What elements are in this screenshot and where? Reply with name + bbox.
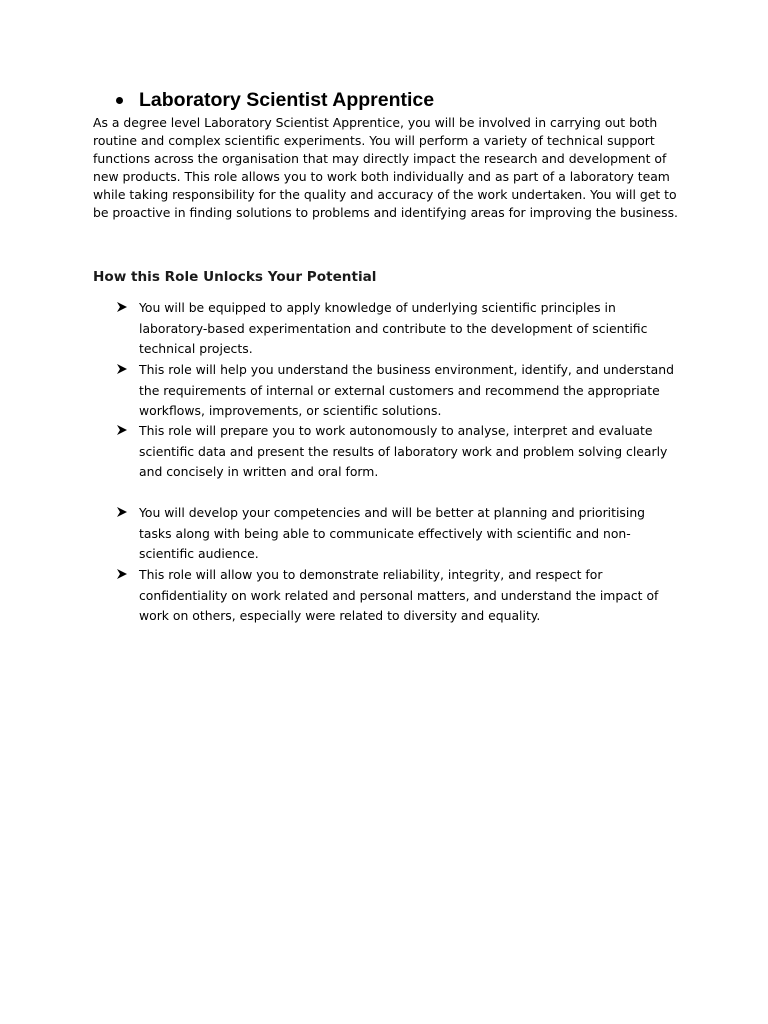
arrowhead-bullet-icon xyxy=(116,424,128,436)
list-item xyxy=(116,503,676,565)
arrowhead-bullet-icon xyxy=(116,568,128,580)
arrowhead-bullet-icon xyxy=(116,506,128,518)
list-item-text: You will develop your competencies and will be better at planning and prioritising tasks along with being able to communicate effectively with scientific and non-scientific audience. xyxy=(139,505,646,561)
title-row xyxy=(116,88,434,112)
arrowhead-bullet-icon xyxy=(116,301,128,313)
intro-paragraph: As a degree level Laboratory Scientist Apprentice, you will be involved in carrying out both routine and complex scientific experiments. You will perform a variety of technical support functions across the organisation that may directly impact the research and development of new products. This role allows you to work both individually and as part of a laboratory team while taking responsibility for the quality and accuracy of the work undertaken. You will get to be proactive in finding solutions to problems and identifying areas for improving the business. xyxy=(93,115,678,220)
list-item xyxy=(116,360,676,422)
list-item-text: You will be equipped to apply knowledge of underlying scientific principles in laboratory-based experimentation and contribute to the development of scientific technical projects. xyxy=(139,300,648,356)
section-heading: How this Role Unlocks Your Potential xyxy=(93,269,377,285)
bullet-dot-icon xyxy=(116,97,123,104)
list-item-text: This role will allow you to demonstrate reliability, integrity, and respect for confidentiality on work related and personal matters, and understand the impact of work on others, especially were related to diversity and equality. xyxy=(139,567,659,623)
list-item xyxy=(116,421,676,483)
list-item xyxy=(116,565,676,627)
list-item xyxy=(116,298,676,360)
arrowhead-bullet-icon xyxy=(116,363,128,375)
list-item-text: This role will help you understand the business environment, identify, and understand the requirements of internal or external customers and recommend the appropriate workflows, improvements, or scientific solutions. xyxy=(139,362,674,418)
document-title: Laboratory Scientist Apprentice xyxy=(139,89,435,111)
list-item-text: This role will prepare you to work autonomously to analyse, interpret and evaluate scientific data and present the results of laboratory work and problem solving clearly and concisely in written and oral form. xyxy=(139,423,668,479)
